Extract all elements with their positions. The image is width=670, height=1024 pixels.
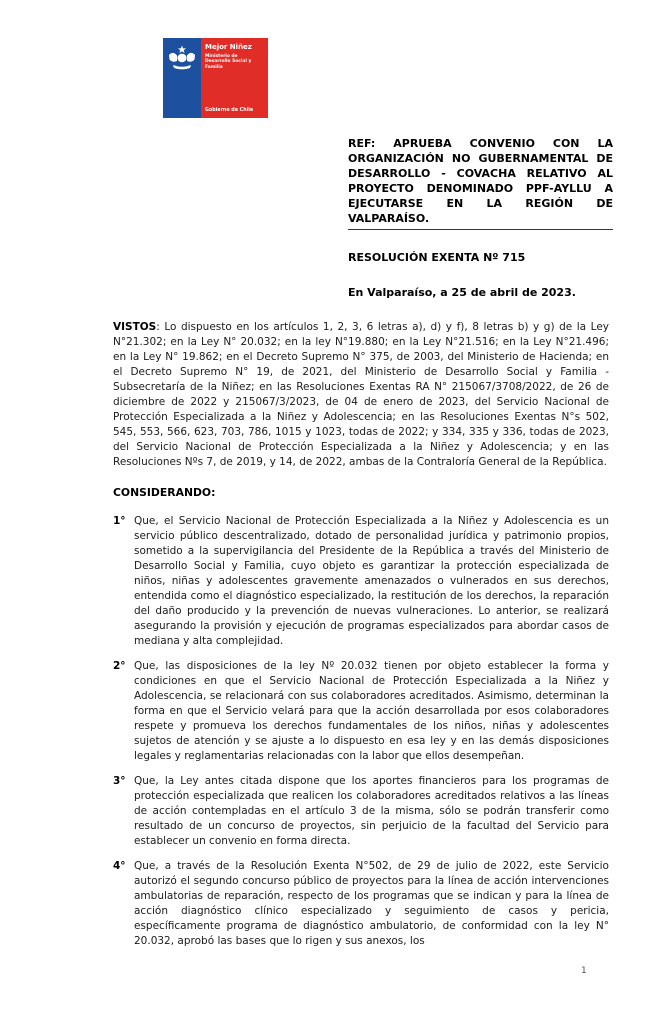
considerando-item [113,659,609,764]
logo-red-panel [201,38,268,118]
document-body [113,320,609,959]
item-text: Que, a través de la Resolución Exenta N°502, de 29 de julio de 2022, este Servicio autorizó el segundo concurso público de proyectos para la línea de acción intervenciones ambulatorias de reparación, respecto de los programas que se indican y para la línea de acción diagnóstico clínico especializado y seguimiento de casos y pericia, específicamente programa de diagnóstico ambulatorio, de conformidad con la ley N° 20.032, aprobó las bases que lo rigen y sus anexos, los [134,860,609,947]
logo-ministry-name: Ministerio de Desarrollo Social y Familia [205,54,252,70]
item-number: 3° [113,775,126,787]
logo-blue-panel [163,38,201,118]
item-text: Que, las disposiciones de la ley Nº 20.032 tienen por objeto establecer la forma y condiciones en que el Servicio Nacional de Protección Especializada a la Niñez y Adolescencia, se relacionará con sus colaboradores acreditados. Asimismo, determinan la forma en que el Servicio velará para que la acción desarrollada por esos colaboradores respete y promueva los derechos fundamentales de los niños, niñas y adolescentes sujetos de atención y se ajuste a lo dispuesto en esa ley y en las demás disposiciones legales y reglamentarias relacionadas con la labor que ellos desempeñan. [134,660,609,762]
considerando-item [113,774,609,849]
logo-government-label: Gobierno de Chile [205,108,254,113]
dateline: En Valparaíso, a 25 de abril de 2023. [348,286,576,299]
vistos-paragraph [113,320,609,470]
item-number: 1° [113,515,126,527]
page-number: 1 [581,966,587,976]
resolution-title: RESOLUCIÓN EXENTA Nº 715 [348,251,526,264]
item-text: Que, la Ley antes citada dispone que los aportes financieros para los programas de protección especializada que realicen los colaboradores acreditados relativos a las líneas de acción contempladas en el artículo 3 de la misma, sólo se podrán transferir como resultado de un concurso de proyectos, sin perjuicio de la facultad del Servicio para establecer un convenio en forma directa. [134,775,609,847]
item-text: Que, el Servicio Nacional de Protección Especializada a la Niñez y Adolescencia es un servicio público descentralizado, dotado de personalidad jurídica y patrimonio propios, sometido a la supervigilancia del Presidente de la República a través del Ministerio de Desarrollo Social y Familia, cuyo objeto es garantizar la protección especializada de niños, niñas y adolescentes gravemente amenazados o vulnerados en sus derechos, entendida como el diagnóstico especializado, la restitución de los derechos, la reparación del daño producido y la prevención de nuevas vulneraciones. Lo anterior, se realizará asegurando la provisión y ejecución de programas especializados para abordar casos de mediana y alta complejidad. [134,515,609,647]
vistos-label: VISTOS [113,321,157,333]
vistos-text: : Lo dispuesto en los artículos 1, 2, 3, 6 letras a), d) y f), 8 letras b) y g) de la Ley N°21.302; en la Ley N° 20.032; en la ley N°19.880; en la Ley N°21.516; en la Ley N°21.496; en la Ley N° 19.862; en el Decreto Supremo N° 375, de 2003, del Ministerio de Hacienda; en el Decreto Supremo N° 19, de 2021, del Ministerio de Desarrollo Social y Familia - Subsecretaría de la Niñez; en las Resoluciones Exentas RA N° 215067/3708/2022, de 26 de diciembre de 2022 y 215067/3/2023, de 04 de enero de 2023, del Servicio Nacional de Protección Especializada a la Niñez y Adolescencia; en las Resoluciones Exentas N°s 502, 545, 553, 566, 623, 703, 786, 1015 y 1023, todas de 2022; y 334, 335 y 336, todas de 2023, del Servicio Nacional de Protección Especializada a la Niñez y Adolescencia; y en las Resoluciones Nºs 7, de 2019, y 14, de 2022, ambas de la Contraloría General de la República. [113,321,609,468]
ref-subject: REF: APRUEBA CONVENIO CON LA ORGANIZACIÓN NO GUBERNAMENTAL DE DESARROLLO - COVACHA RELATIVO AL PROYECTO DENOMINADO PPF-AYLLU A EJECUTARSE EN LA REGIÓN DE VALPARAÍSO. [348,136,613,230]
mejor-ninez-logo [163,38,268,118]
considerando-item [113,859,609,949]
item-number: 4° [113,860,126,872]
item-number: 2° [113,660,126,672]
considerando-heading: CONSIDERANDO: [113,486,216,499]
logo-brand-name: Mejor Niñez [205,43,252,51]
chile-coat-of-arms-icon [167,45,197,71]
considerando-item [113,514,609,649]
